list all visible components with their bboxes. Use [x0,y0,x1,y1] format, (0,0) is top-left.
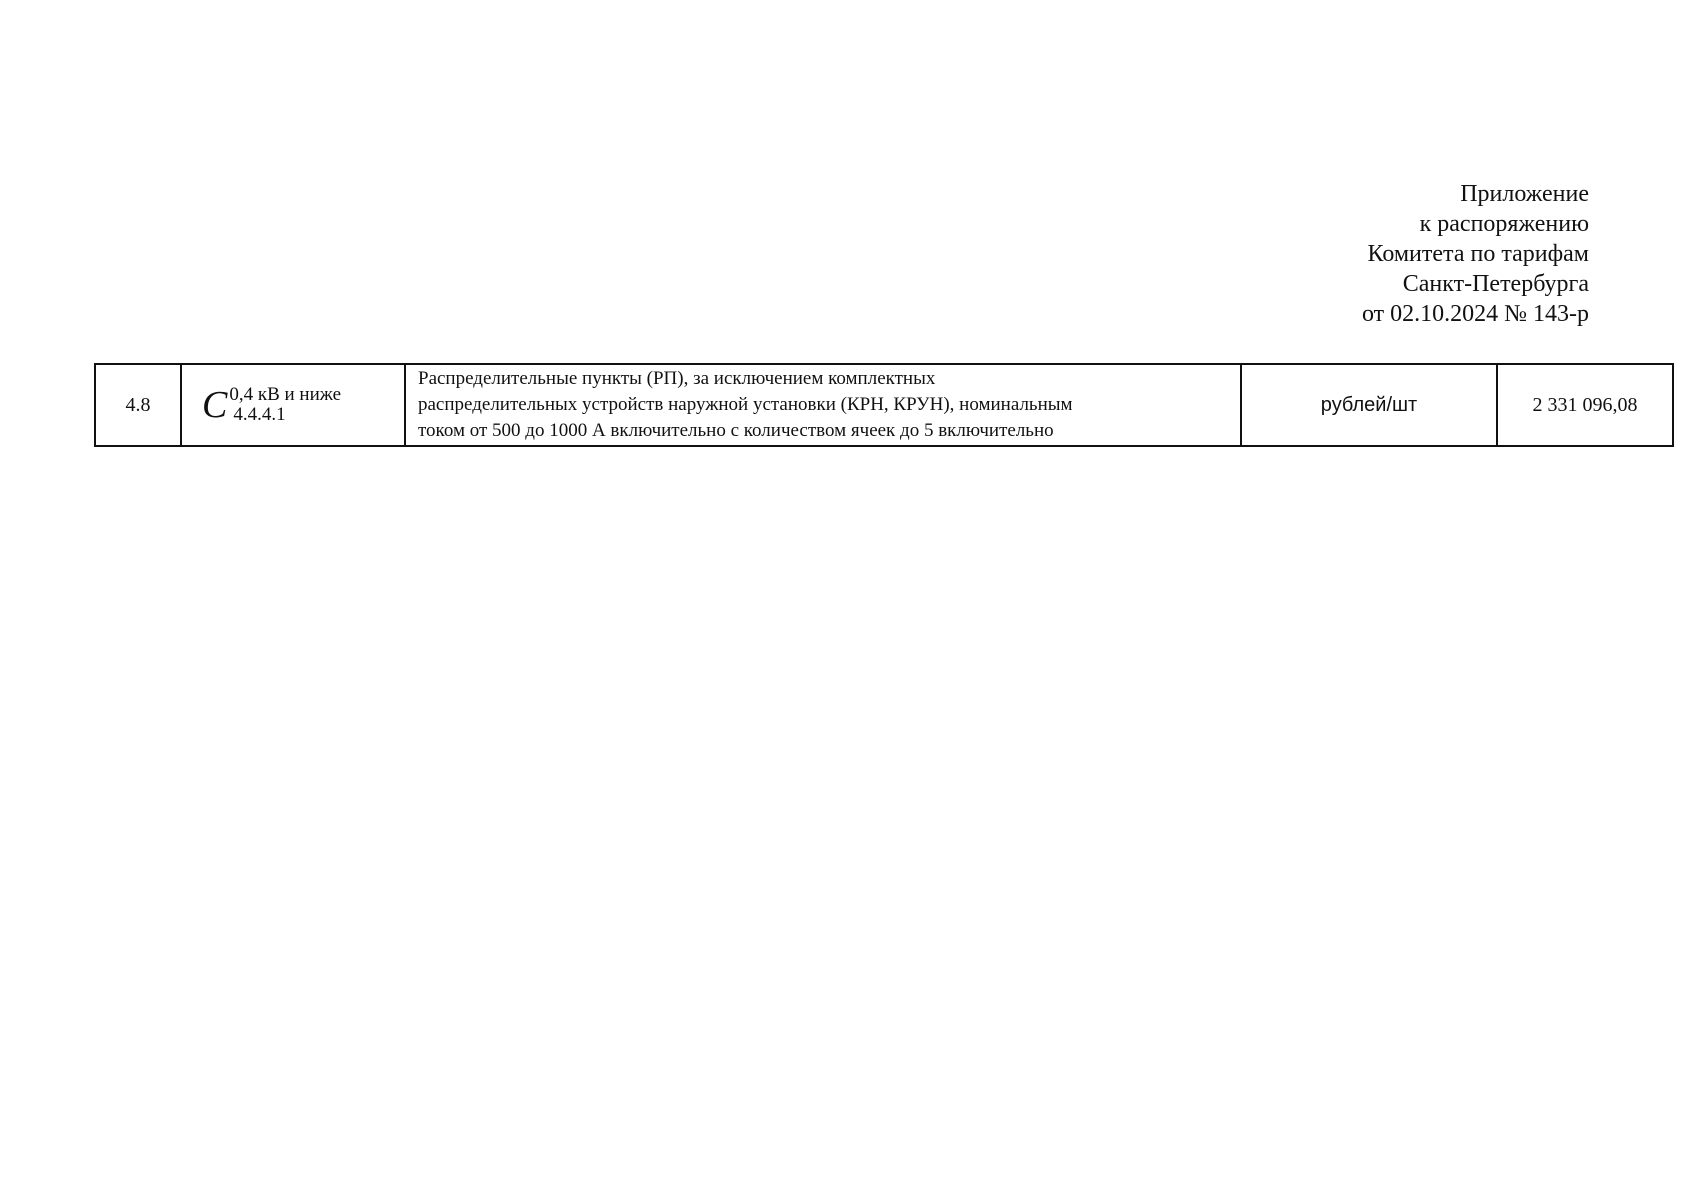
header-line-date-number: от 02.10.2024 № 143-р [1361,301,1589,327]
table-row [95,364,1673,446]
document-header [1362,179,1589,329]
formula-superscript: 0,4 кВ и ниже [229,384,342,405]
description-line: распределительных устройств наружной установки (КРН, КРУН), номинальным [418,394,1073,415]
description-line: Распределительные пункты (РП), за исключением комплектных [418,368,936,389]
header-line-committee: Комитета по тарифам [1367,241,1589,267]
description-line: током от 500 до 1000 А включительно с количеством ячеек до 5 включительно [418,420,1054,441]
formula-symbol: C [202,384,228,426]
row-value: 2 331 096,08 [1497,364,1673,446]
header-line-to-order: к распоряжению [1419,211,1589,237]
row-description [405,364,1241,446]
row-formula-code [181,364,405,446]
header-title: Приложение [1460,181,1589,207]
formula-scripts [229,385,341,425]
formula [202,385,341,425]
tariff-table [94,363,1674,447]
row-unit: рублей/шт [1241,364,1497,446]
header-line-city: Санкт-Петербурга [1402,271,1589,297]
row-number: 4.8 [95,364,181,446]
formula-subscript: 4.4.4.1 [233,404,286,425]
